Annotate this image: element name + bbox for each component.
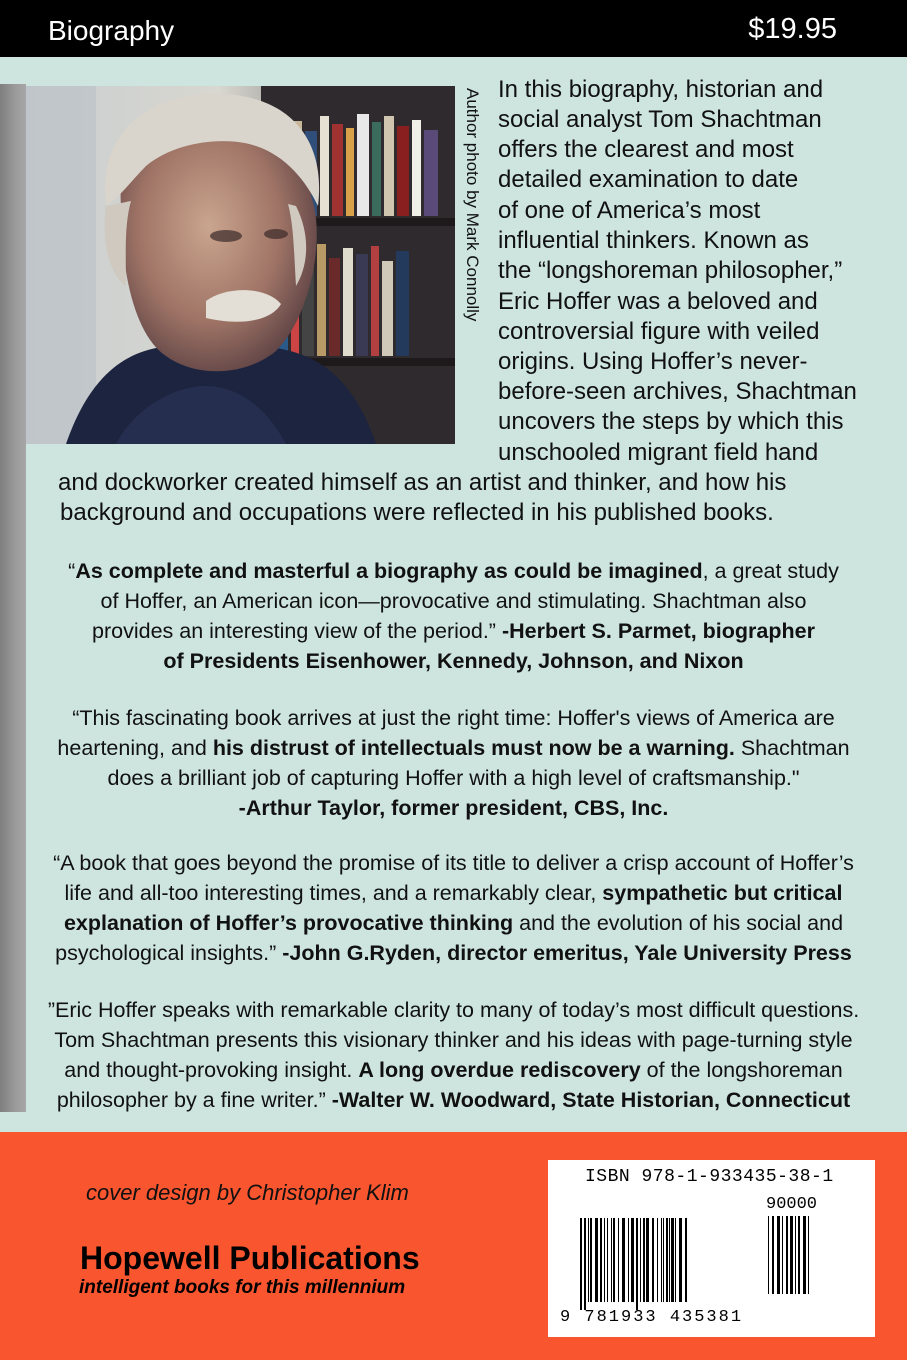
barcode-bar	[798, 1216, 800, 1294]
bio-line: social analyst Tom Shachtman	[498, 106, 822, 133]
barcode-bar	[628, 1218, 629, 1302]
barcode-bar	[768, 1216, 769, 1294]
barcode-bar	[669, 1218, 670, 1302]
quote-line: does a brilliant job of capturing Hoffer with a high level of craftsmanship."	[107, 766, 800, 790]
quote-line	[20, 646, 887, 676]
barcode-bar	[640, 1218, 641, 1302]
bio-line: controversial figure with veiled	[498, 318, 820, 345]
bio-line: Eric Hoffer was a beloved and	[498, 288, 818, 315]
barcode-box	[548, 1160, 875, 1337]
barcode-bar	[790, 1216, 793, 1294]
quote-line: of Hoffer, an American icon—provocative and stimulating. Shachtman also	[100, 589, 807, 613]
barcode-bar	[803, 1216, 806, 1294]
quote-line: ”Eric Hoffer speaks with remarkable clarity to many of today’s most difficult questions.	[47, 998, 860, 1022]
barcode-bar	[643, 1218, 645, 1302]
bio-line: detailed examination to date	[498, 166, 799, 193]
barcode-bar	[652, 1218, 654, 1302]
price-barcode	[768, 1216, 838, 1294]
quote-emphasis: -Herbert S. Parmet, biographer	[501, 619, 815, 643]
barcode-bar	[685, 1218, 687, 1302]
quote-emphasis: explanation of Hoffer’s provocative thinking	[63, 911, 514, 935]
barcode-bar	[657, 1218, 658, 1302]
barcode-bar	[636, 1218, 638, 1310]
barcode-bar	[777, 1216, 780, 1294]
barcode-bar	[782, 1216, 783, 1294]
barcode-bar	[580, 1218, 582, 1310]
bio-line: uncovers the steps by which this	[498, 408, 844, 435]
barcode-bar	[646, 1218, 649, 1302]
quote-emphasis: of Presidents Eisenhower, Kennedy, Johnson, and Nixon	[163, 649, 744, 673]
barcode-bar	[607, 1218, 608, 1302]
quote-emphasis: sympathetic but critical	[602, 881, 843, 905]
bio-line: the “longshoreman philosopher,”	[498, 257, 843, 284]
top-bar	[0, 0, 907, 57]
bio-line: In this biography, historian and	[498, 76, 824, 103]
quote-line: psychological insights.” -John G.Ryden, director emeritus, Yale University Press	[55, 941, 852, 965]
quote-block	[20, 848, 887, 968]
quote-line: Tom Shachtman presents this visionary thinker and his ideas with page-turning style	[54, 1028, 853, 1052]
barcode-bar	[671, 1218, 674, 1302]
quote-block	[20, 703, 887, 823]
bio-line: unschooled migrant field hand	[498, 439, 819, 466]
barcode-bar	[661, 1218, 662, 1302]
barcode-bar	[679, 1218, 682, 1302]
quote-emphasis: -John G.Ryden, director emeritus, Yale University Press	[282, 941, 852, 965]
quote-line: “As complete and masterful a biography as could be imagined, a great study	[68, 559, 839, 583]
quote-line	[20, 793, 887, 823]
barcode-bar	[786, 1216, 788, 1294]
quote-emphasis: A long overdue rediscovery	[358, 1058, 641, 1082]
bio-line: offers the clearest and most	[498, 136, 794, 163]
bio-line: origins. Using Hoffer’s never-	[498, 348, 808, 375]
quote-emphasis: -Arthur Taylor, former president, CBS, Inc.	[238, 796, 669, 820]
quote-line: heartening, and his distrust of intellectuals must now be a warning. Shachtman	[57, 736, 850, 760]
barcode-bar	[663, 1218, 664, 1302]
barcode-bar	[588, 1218, 589, 1302]
quote-emphasis: -Walter W. Woodward, State Historian, Connecticut	[331, 1088, 851, 1112]
barcode-bar	[584, 1218, 586, 1310]
barcode-bar	[590, 1218, 592, 1302]
barcode-bar	[595, 1218, 598, 1302]
quote-line: “This fascinating book arrives at just the right time: Hoffer's views of America are	[72, 706, 835, 730]
quote-line: philosopher by a fine writer.” -Walter W. Woodward, State Historian, Connecticut	[56, 1088, 851, 1112]
barcode-bar	[675, 1218, 676, 1302]
genre-label: Biography	[48, 15, 175, 46]
bio-line: background and occupations were reflected in his published books.	[60, 499, 774, 526]
bio-line: and dockworker created himself as an artist and thinker, and how his	[58, 469, 787, 496]
barcode-bar	[631, 1218, 634, 1302]
photo-credit	[455, 86, 485, 444]
barcode-bar	[618, 1218, 619, 1302]
quote-line: life and all-too interesting times, and a remarkably clear, sympathetic but critical	[64, 881, 843, 905]
publisher-name: Hopewell Publications	[80, 1240, 420, 1276]
quote-line: provides an interesting view of the period.” -Herbert S. Parmet, biographer	[92, 619, 815, 643]
quote-block	[20, 556, 887, 676]
barcode-bar	[622, 1218, 625, 1302]
quote-line: “A book that goes beyond the promise of its title to deliver a crisp account of Hoffer’s	[53, 851, 854, 875]
bio-line: influential thinkers. Known as	[498, 227, 809, 254]
quote-line: and thought-provoking insight. A long overdue rediscovery of the longshoreman	[64, 1058, 843, 1082]
quote-block	[20, 995, 887, 1115]
quote-emphasis: his distrust of intellectuals must now be a warning.	[212, 736, 735, 760]
price-label: $19.95	[748, 13, 837, 45]
barcode-bar	[604, 1218, 605, 1302]
isbn-text: ISBN 978-1-933435-38-1	[585, 1167, 834, 1187]
barcode-bar	[600, 1218, 602, 1302]
cover-design-credit: cover design by Christopher Klim	[86, 1180, 409, 1205]
barcode-bar	[808, 1216, 809, 1294]
barcode-bar	[795, 1216, 796, 1294]
quote-line: explanation of Hoffer’s provocative thinking and the evolution of his social and	[63, 911, 844, 935]
quote-emphasis: As complete and masterful a biography as could be imagined	[75, 559, 703, 583]
publisher-tagline: intelligent books for this millennium	[79, 1277, 406, 1298]
barcode-bar	[613, 1218, 615, 1302]
photo-credit-text: Author photo by Mark Connolly	[463, 88, 482, 322]
bio-line: of one of America’s most	[498, 197, 761, 224]
barcode-bar	[772, 1216, 774, 1294]
barcode-bar	[666, 1218, 668, 1302]
author-photo	[26, 86, 455, 444]
ean-digits: 9 781933 435381	[560, 1308, 744, 1327]
price-code: 90000	[766, 1195, 818, 1214]
barcode-bar	[611, 1218, 612, 1302]
bio-line: before-seen archives, Shachtman	[498, 378, 857, 405]
